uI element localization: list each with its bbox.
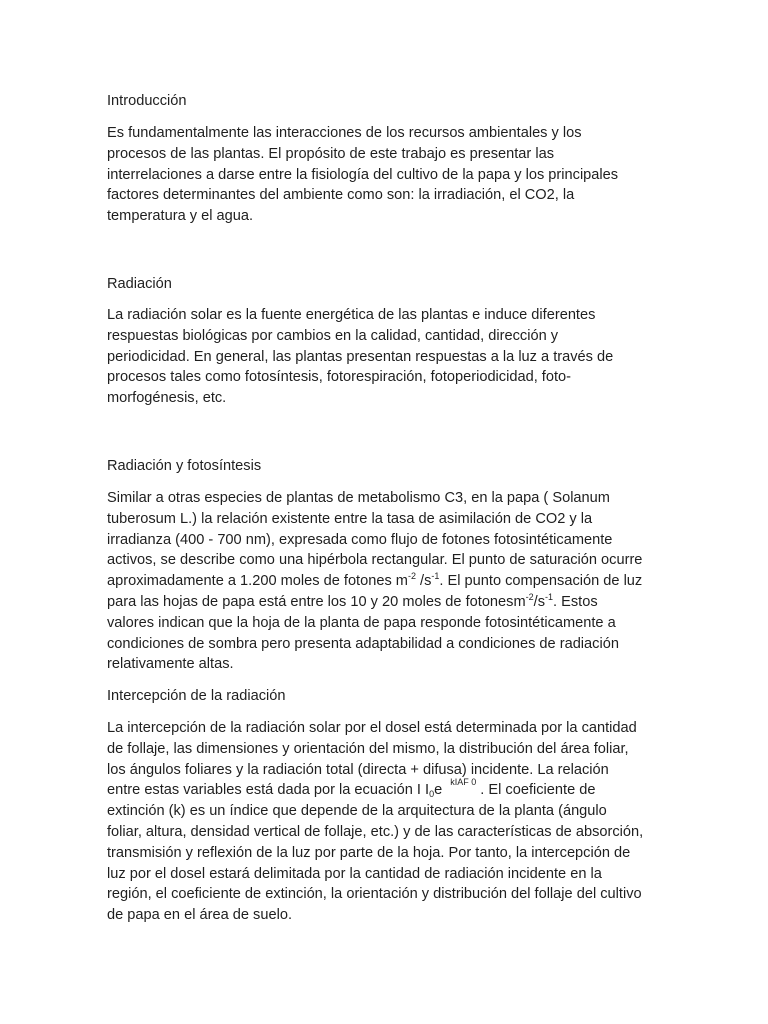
paragraph-line: valores indican que la hoja de la planta de papa responde fotosintéticamente a [107,614,616,631]
paragraph-line: La radiación solar es la fuente energética de las plantas e induce diferentes [107,307,596,323]
paragraph-intercepcion [107,718,647,926]
subscript: 0 [429,789,435,800]
paragraph-line: extinción (k) es un índice que depende de la arquitectura de la planta (ángulo [107,803,607,820]
superscript: -1 [431,571,440,582]
text-run: /s [415,573,432,590]
text-run: entre estas variables está dada por la ecuación I I [107,782,430,799]
paragraph-line: irradianza (400 - 700 nm), expresada como flujo de fotones fotosintéticamente [107,531,613,548]
paragraph-line: de follaje, las dimensiones y orientación del mismo, la distribución del área foliar, [107,740,629,757]
text-run: e [434,782,443,799]
paragraph-line: procesos tales como fotosíntesis, fotorespiración, fotoperiodicidad, foto- [107,369,571,386]
superscript: -2 [525,591,534,602]
paragraph-line: foliar, altura, densidad vertical de follaje, etc.) y de las características de absorción, [107,823,644,840]
paragraph-line-equation [107,777,647,801]
paragraph-line: procesos de las plantas. El propósito de este trabajo es presentar las [107,145,554,162]
paragraph-line: temperatura y el agua. [107,208,254,225]
paragraph-line: activos, se describe como una hipérbola rectangular. El punto de saturación ocurre [107,552,643,569]
heading-radiacion-fotosintesis: Radiación y fotosíntesis [107,458,262,474]
text-run: . Estos [553,593,598,610]
heading-introduccion: Introducción [107,93,187,109]
superscript: -1 [545,591,554,602]
text-run: para las hojas de papa está entre los 10 y 20 moles de fotonesm [107,593,526,610]
paragraph-line: transmisión y reflexión de la luz por parte de la hoja. Por tanto, la intercepción de [107,844,631,861]
paragraph-line: Similar a otras especies de plantas de metabolismo C3, en la papa ( Solanum [107,490,610,506]
paragraph-introduccion [107,123,647,227]
paragraph-line: de papa en el área de suelo. [107,907,293,924]
equation-exponent: kIAF 0 [450,777,477,788]
paragraph-line: factores determinantes del ambiente como son: la irradiación, el CO2, la [107,187,575,204]
text-run: . El coeficiente de [476,782,596,799]
paragraph-line: Es fundamentalmente las interacciones de los recursos ambientales y los [107,125,582,141]
paragraph-line: La intercepción de la radiación solar por el dosel está determinada por la cantidad [107,720,637,736]
paragraph-radiacion-fotosintesis [107,488,647,675]
paragraph-line: luz por el dosel estará delimitada por la cantidad de radiación incidente en la [107,865,602,882]
heading-intercepcion: Intercepción de la radiación [107,688,286,704]
paragraph-line-compensation [107,592,647,613]
paragraph-line: periodicidad. En general, las plantas presentan respuestas a la luz a través de [107,348,614,365]
paragraph-line: región, el coeficiente de extinción, la orientación y distribución del follaje del cultivo [107,886,642,903]
paragraph-line: los ángulos foliares y la radiación total (directa + difusa) incidente. La relación [107,761,609,778]
paragraph-line: relativamente altas. [107,656,234,673]
paragraph-line: interrelaciones a darse entre la fisiología del cultivo de la papa y los principales [107,166,619,183]
paragraph-line: morfogénesis, etc. [107,390,227,407]
text-run: . El punto compensación de luz [439,573,643,590]
paragraph-line: condiciones de sombra pero presenta adaptabilidad a condiciones de radiación [107,635,619,652]
text-run: /s [533,593,545,610]
superscript: -2 [407,571,416,582]
paragraph-line: respuestas biológicas por cambios en la calidad, cantidad, dirección y [107,327,559,344]
paragraph-line-saturation [107,571,647,592]
paragraph-line: tuberosum L.) la relación existente entre la tasa de asimilación de CO2 y la [107,510,593,527]
heading-radiacion: Radiación [107,276,172,292]
text-run: aproximadamente a 1.200 moles de fotones m [107,573,408,590]
paragraph-radiacion [107,305,647,409]
